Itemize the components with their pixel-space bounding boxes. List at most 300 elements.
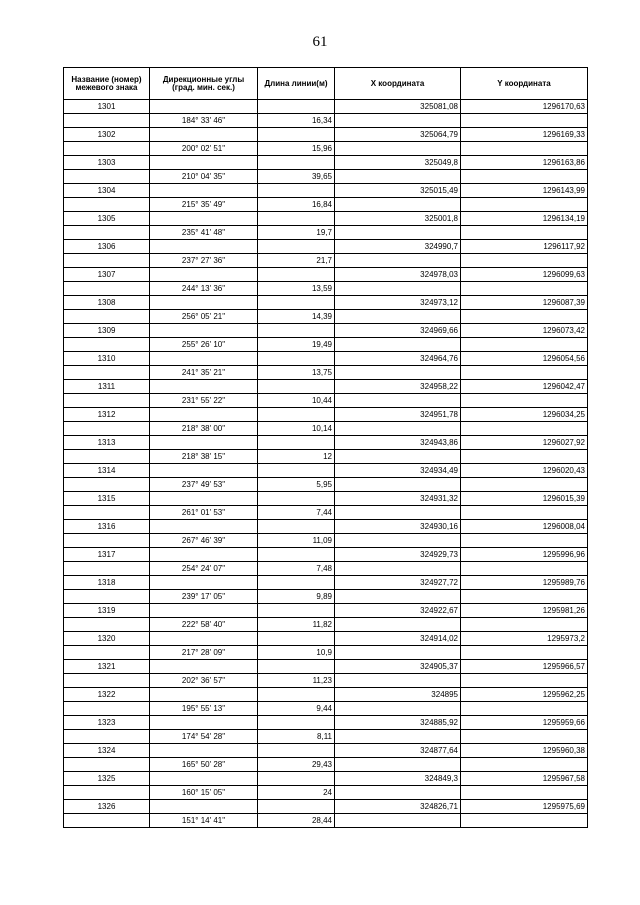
empty-cell xyxy=(461,394,588,408)
empty-cell xyxy=(258,744,335,758)
line-length-cell: 14,39 xyxy=(258,310,335,324)
empty-cell xyxy=(335,590,461,604)
x-coordinate-cell: 324929,73 xyxy=(335,548,461,562)
x-coordinate-cell: 324951,78 xyxy=(335,408,461,422)
point-name-cell: 1320 xyxy=(64,632,150,646)
line-length-cell: 10,44 xyxy=(258,394,335,408)
point-name-cell: 1301 xyxy=(64,100,150,114)
empty-cell xyxy=(150,296,258,310)
empty-cell xyxy=(258,660,335,674)
x-coordinate-cell: 324958,22 xyxy=(335,380,461,394)
x-coordinate-cell: 325001,8 xyxy=(335,212,461,226)
empty-cell xyxy=(150,632,258,646)
segment-row xyxy=(64,366,588,380)
x-coordinate-cell: 324895 xyxy=(335,688,461,702)
direction-angle-cell: 200° 02' 51" xyxy=(150,142,258,156)
point-row xyxy=(64,660,588,674)
direction-angle-cell: 160° 15' 05" xyxy=(150,786,258,800)
empty-cell xyxy=(258,688,335,702)
point-row xyxy=(64,240,588,254)
point-name-cell: 1323 xyxy=(64,716,150,730)
point-name-cell: 1306 xyxy=(64,240,150,254)
empty-cell xyxy=(461,730,588,744)
empty-cell xyxy=(335,170,461,184)
table-header xyxy=(64,68,588,100)
empty-cell xyxy=(258,576,335,590)
point-name-cell: 1315 xyxy=(64,492,150,506)
point-row xyxy=(64,492,588,506)
direction-angle-cell: 195° 55' 13" xyxy=(150,702,258,716)
y-coordinate-cell: 1295962,25 xyxy=(461,688,588,702)
x-coordinate-cell: 325081,08 xyxy=(335,100,461,114)
table-body xyxy=(64,100,588,828)
empty-cell xyxy=(335,786,461,800)
point-row xyxy=(64,212,588,226)
point-row xyxy=(64,324,588,338)
empty-cell xyxy=(64,506,150,520)
empty-cell xyxy=(64,674,150,688)
empty-cell xyxy=(64,562,150,576)
empty-cell xyxy=(64,786,150,800)
point-name-cell: 1325 xyxy=(64,772,150,786)
empty-cell xyxy=(64,114,150,128)
y-coordinate-cell: 1295989,76 xyxy=(461,576,588,590)
empty-cell xyxy=(461,450,588,464)
empty-cell xyxy=(335,450,461,464)
point-row xyxy=(64,548,588,562)
point-name-cell: 1322 xyxy=(64,688,150,702)
segment-row xyxy=(64,226,588,240)
point-row xyxy=(64,800,588,814)
x-coordinate-cell: 324978,03 xyxy=(335,268,461,282)
empty-cell xyxy=(64,450,150,464)
empty-cell xyxy=(258,772,335,786)
x-coordinate-cell: 324934,49 xyxy=(335,464,461,478)
y-coordinate-cell: 1295960,38 xyxy=(461,744,588,758)
line-length-cell: 10,9 xyxy=(258,646,335,660)
empty-cell xyxy=(64,170,150,184)
empty-cell xyxy=(335,114,461,128)
point-row xyxy=(64,520,588,534)
empty-cell xyxy=(64,142,150,156)
x-coordinate-cell: 324885,92 xyxy=(335,716,461,730)
direction-angle-cell: 237° 27' 36" xyxy=(150,254,258,268)
empty-cell xyxy=(461,226,588,240)
empty-cell xyxy=(258,548,335,562)
empty-cell xyxy=(64,618,150,632)
y-coordinate-cell: 1296008,04 xyxy=(461,520,588,534)
empty-cell xyxy=(64,646,150,660)
empty-cell xyxy=(258,212,335,226)
coordinates-table xyxy=(63,67,588,828)
empty-cell xyxy=(461,590,588,604)
point-row xyxy=(64,268,588,282)
line-length-cell: 13,75 xyxy=(258,366,335,380)
point-name-cell: 1310 xyxy=(64,352,150,366)
y-coordinate-cell: 1296027,92 xyxy=(461,436,588,450)
y-coordinate-cell: 1296099,63 xyxy=(461,268,588,282)
empty-cell xyxy=(150,240,258,254)
direction-angle-cell: 184° 33' 46" xyxy=(150,114,258,128)
point-row xyxy=(64,744,588,758)
empty-cell xyxy=(258,100,335,114)
empty-cell xyxy=(150,324,258,338)
y-coordinate-cell: 1296163,86 xyxy=(461,156,588,170)
y-coordinate-cell: 1296034,25 xyxy=(461,408,588,422)
empty-cell xyxy=(150,520,258,534)
empty-cell xyxy=(461,170,588,184)
line-length-cell: 11,82 xyxy=(258,618,335,632)
line-length-cell: 7,44 xyxy=(258,506,335,520)
empty-cell xyxy=(64,310,150,324)
segment-row xyxy=(64,562,588,576)
x-coordinate-cell: 325064,79 xyxy=(335,128,461,142)
empty-cell xyxy=(150,604,258,618)
segment-row xyxy=(64,702,588,716)
empty-cell xyxy=(335,730,461,744)
direction-angle-cell: 256° 05' 21" xyxy=(150,310,258,324)
empty-cell xyxy=(335,478,461,492)
point-name-cell: 1319 xyxy=(64,604,150,618)
x-coordinate-cell: 325015,49 xyxy=(335,184,461,198)
empty-cell xyxy=(150,436,258,450)
line-length-cell: 16,84 xyxy=(258,198,335,212)
empty-cell xyxy=(150,800,258,814)
header-point-name: Название (номер) межевого знака xyxy=(64,68,150,100)
direction-angle-cell: 210° 04' 35" xyxy=(150,170,258,184)
empty-cell xyxy=(258,128,335,142)
empty-cell xyxy=(335,366,461,380)
empty-cell xyxy=(150,128,258,142)
point-row xyxy=(64,380,588,394)
x-coordinate-cell: 324969,66 xyxy=(335,324,461,338)
direction-angle-cell: 151° 14' 41" xyxy=(150,814,258,828)
y-coordinate-cell: 1296169,33 xyxy=(461,128,588,142)
direction-angle-cell: 237° 49' 53" xyxy=(150,478,258,492)
empty-cell xyxy=(150,100,258,114)
line-length-cell: 19,7 xyxy=(258,226,335,240)
point-row xyxy=(64,100,588,114)
empty-cell xyxy=(461,282,588,296)
direction-angle-cell: 231° 55' 22" xyxy=(150,394,258,408)
y-coordinate-cell: 1295959,66 xyxy=(461,716,588,730)
x-coordinate-cell: 324922,67 xyxy=(335,604,461,618)
segment-row xyxy=(64,674,588,688)
point-name-cell: 1316 xyxy=(64,520,150,534)
line-length-cell: 5,95 xyxy=(258,478,335,492)
direction-angle-cell: 222° 58' 40" xyxy=(150,618,258,632)
empty-cell xyxy=(335,422,461,436)
empty-cell xyxy=(461,702,588,716)
empty-cell xyxy=(461,422,588,436)
x-coordinate-cell: 324930,16 xyxy=(335,520,461,534)
empty-cell xyxy=(64,730,150,744)
segment-row xyxy=(64,142,588,156)
line-length-cell: 9,89 xyxy=(258,590,335,604)
empty-cell xyxy=(461,562,588,576)
y-coordinate-cell: 1296020,43 xyxy=(461,464,588,478)
line-length-cell: 9,44 xyxy=(258,702,335,716)
segment-row xyxy=(64,114,588,128)
empty-cell xyxy=(258,240,335,254)
empty-cell xyxy=(461,646,588,660)
empty-cell xyxy=(258,464,335,478)
empty-cell xyxy=(150,212,258,226)
empty-cell xyxy=(150,268,258,282)
empty-cell xyxy=(461,814,588,828)
direction-angle-cell: 267° 46' 39" xyxy=(150,534,258,548)
y-coordinate-cell: 1296134,19 xyxy=(461,212,588,226)
empty-cell xyxy=(150,156,258,170)
empty-cell xyxy=(64,198,150,212)
point-name-cell: 1308 xyxy=(64,296,150,310)
empty-cell xyxy=(150,772,258,786)
x-coordinate-cell: 325049,8 xyxy=(335,156,461,170)
y-coordinate-cell: 1296143,99 xyxy=(461,184,588,198)
empty-cell xyxy=(258,604,335,618)
header-y-coordinate: Y координата xyxy=(461,68,588,100)
segment-row xyxy=(64,758,588,772)
direction-angle-cell: 241° 35' 21" xyxy=(150,366,258,380)
segment-row xyxy=(64,506,588,520)
point-name-cell: 1302 xyxy=(64,128,150,142)
empty-cell xyxy=(64,422,150,436)
empty-cell xyxy=(150,492,258,506)
empty-cell xyxy=(64,366,150,380)
point-name-cell: 1326 xyxy=(64,800,150,814)
empty-cell xyxy=(150,464,258,478)
point-name-cell: 1311 xyxy=(64,380,150,394)
header-x-coordinate: X координата xyxy=(335,68,461,100)
empty-cell xyxy=(258,632,335,646)
segment-row xyxy=(64,730,588,744)
line-length-cell: 29,43 xyxy=(258,758,335,772)
point-name-cell: 1317 xyxy=(64,548,150,562)
segment-row xyxy=(64,590,588,604)
empty-cell xyxy=(258,184,335,198)
page-number: 61 xyxy=(312,34,328,50)
empty-cell xyxy=(64,590,150,604)
empty-cell xyxy=(258,352,335,366)
y-coordinate-cell: 1295966,57 xyxy=(461,660,588,674)
empty-cell xyxy=(461,310,588,324)
empty-cell xyxy=(461,786,588,800)
direction-angle-cell: 215° 35' 49" xyxy=(150,198,258,212)
direction-angle-cell: 254° 24' 07" xyxy=(150,562,258,576)
direction-angle-cell: 202° 36' 57" xyxy=(150,674,258,688)
line-length-cell: 10,14 xyxy=(258,422,335,436)
empty-cell xyxy=(335,394,461,408)
point-row xyxy=(64,716,588,730)
point-name-cell: 1318 xyxy=(64,576,150,590)
empty-cell xyxy=(335,310,461,324)
y-coordinate-cell: 1295996,96 xyxy=(461,548,588,562)
direction-angle-cell: 244° 13' 36" xyxy=(150,282,258,296)
empty-cell xyxy=(258,436,335,450)
empty-cell xyxy=(258,408,335,422)
segment-row xyxy=(64,814,588,828)
point-row xyxy=(64,408,588,422)
empty-cell xyxy=(64,478,150,492)
y-coordinate-cell: 1295973,2 xyxy=(461,632,588,646)
empty-cell xyxy=(335,198,461,212)
y-coordinate-cell: 1296042,47 xyxy=(461,380,588,394)
point-row xyxy=(64,576,588,590)
point-name-cell: 1307 xyxy=(64,268,150,282)
point-row xyxy=(64,604,588,618)
point-name-cell: 1312 xyxy=(64,408,150,422)
line-length-cell: 7,48 xyxy=(258,562,335,576)
header-row xyxy=(64,68,588,100)
segment-row xyxy=(64,282,588,296)
segment-row xyxy=(64,394,588,408)
empty-cell xyxy=(335,618,461,632)
empty-cell xyxy=(335,562,461,576)
y-coordinate-cell: 1296087,39 xyxy=(461,296,588,310)
empty-cell xyxy=(335,702,461,716)
point-row xyxy=(64,156,588,170)
empty-cell xyxy=(335,646,461,660)
empty-cell xyxy=(335,758,461,772)
point-row xyxy=(64,184,588,198)
point-name-cell: 1303 xyxy=(64,156,150,170)
x-coordinate-cell: 324877,64 xyxy=(335,744,461,758)
y-coordinate-cell: 1295967,58 xyxy=(461,772,588,786)
line-length-cell: 15,96 xyxy=(258,142,335,156)
empty-cell xyxy=(335,814,461,828)
empty-cell xyxy=(258,380,335,394)
empty-cell xyxy=(258,492,335,506)
segment-row xyxy=(64,618,588,632)
empty-cell xyxy=(150,716,258,730)
segment-row xyxy=(64,254,588,268)
empty-cell xyxy=(461,366,588,380)
empty-cell xyxy=(335,254,461,268)
empty-cell xyxy=(258,520,335,534)
point-row xyxy=(64,632,588,646)
direction-angle-cell: 261° 01' 53" xyxy=(150,506,258,520)
line-length-cell: 24 xyxy=(258,786,335,800)
point-name-cell: 1304 xyxy=(64,184,150,198)
point-row xyxy=(64,352,588,366)
empty-cell xyxy=(461,618,588,632)
point-row xyxy=(64,464,588,478)
point-row xyxy=(64,772,588,786)
segment-row xyxy=(64,198,588,212)
empty-cell xyxy=(150,660,258,674)
x-coordinate-cell: 324849,3 xyxy=(335,772,461,786)
segment-row xyxy=(64,450,588,464)
point-row xyxy=(64,688,588,702)
x-coordinate-cell: 324964,76 xyxy=(335,352,461,366)
empty-cell xyxy=(64,282,150,296)
point-name-cell: 1313 xyxy=(64,436,150,450)
empty-cell xyxy=(64,758,150,772)
empty-cell xyxy=(258,296,335,310)
header-direction-angle: Дирекционные углы (град. мин. сек.) xyxy=(150,68,258,100)
empty-cell xyxy=(335,226,461,240)
empty-cell xyxy=(461,534,588,548)
x-coordinate-cell: 324931,32 xyxy=(335,492,461,506)
y-coordinate-cell: 1295975,69 xyxy=(461,800,588,814)
empty-cell xyxy=(150,184,258,198)
point-name-cell: 1314 xyxy=(64,464,150,478)
x-coordinate-cell: 324943,86 xyxy=(335,436,461,450)
line-length-cell: 21,7 xyxy=(258,254,335,268)
point-row xyxy=(64,296,588,310)
segment-row xyxy=(64,786,588,800)
y-coordinate-cell: 1296073,42 xyxy=(461,324,588,338)
x-coordinate-cell: 324914,02 xyxy=(335,632,461,646)
empty-cell xyxy=(461,254,588,268)
segment-row xyxy=(64,422,588,436)
point-name-cell: 1321 xyxy=(64,660,150,674)
empty-cell xyxy=(258,268,335,282)
direction-angle-cell: 239° 17' 05" xyxy=(150,590,258,604)
direction-angle-cell: 174° 54' 28" xyxy=(150,730,258,744)
line-length-cell: 16,34 xyxy=(258,114,335,128)
line-length-cell: 19,49 xyxy=(258,338,335,352)
empty-cell xyxy=(150,548,258,562)
empty-cell xyxy=(335,674,461,688)
empty-cell xyxy=(461,478,588,492)
empty-cell xyxy=(461,142,588,156)
x-coordinate-cell: 324826,71 xyxy=(335,800,461,814)
empty-cell xyxy=(64,394,150,408)
segment-row xyxy=(64,534,588,548)
direction-angle-cell: 255° 26' 10" xyxy=(150,338,258,352)
empty-cell xyxy=(335,282,461,296)
direction-angle-cell: 217° 28' 09" xyxy=(150,646,258,660)
line-length-cell: 8,11 xyxy=(258,730,335,744)
y-coordinate-cell: 1296015,39 xyxy=(461,492,588,506)
y-coordinate-cell: 1295981,26 xyxy=(461,604,588,618)
y-coordinate-cell: 1296170,63 xyxy=(461,100,588,114)
empty-cell xyxy=(461,758,588,772)
empty-cell xyxy=(64,534,150,548)
empty-cell xyxy=(64,338,150,352)
empty-cell xyxy=(461,506,588,520)
empty-cell xyxy=(258,324,335,338)
empty-cell xyxy=(258,800,335,814)
direction-angle-cell: 218° 38' 15" xyxy=(150,450,258,464)
segment-row xyxy=(64,478,588,492)
line-length-cell: 11,23 xyxy=(258,674,335,688)
empty-cell xyxy=(150,744,258,758)
segment-row xyxy=(64,170,588,184)
empty-cell xyxy=(461,674,588,688)
empty-cell xyxy=(150,352,258,366)
y-coordinate-cell: 1296054,56 xyxy=(461,352,588,366)
point-row xyxy=(64,128,588,142)
point-name-cell: 1309 xyxy=(64,324,150,338)
empty-cell xyxy=(150,576,258,590)
line-length-cell: 39,65 xyxy=(258,170,335,184)
segment-row xyxy=(64,338,588,352)
empty-cell xyxy=(335,338,461,352)
empty-cell xyxy=(335,534,461,548)
point-name-cell: 1305 xyxy=(64,212,150,226)
line-length-cell: 28,44 xyxy=(258,814,335,828)
empty-cell xyxy=(461,114,588,128)
line-length-cell: 12 xyxy=(258,450,335,464)
x-coordinate-cell: 324927,72 xyxy=(335,576,461,590)
segment-row xyxy=(64,646,588,660)
segment-row xyxy=(64,310,588,324)
line-length-cell: 13,59 xyxy=(258,282,335,296)
direction-angle-cell: 218° 38' 00" xyxy=(150,422,258,436)
point-row xyxy=(64,436,588,450)
